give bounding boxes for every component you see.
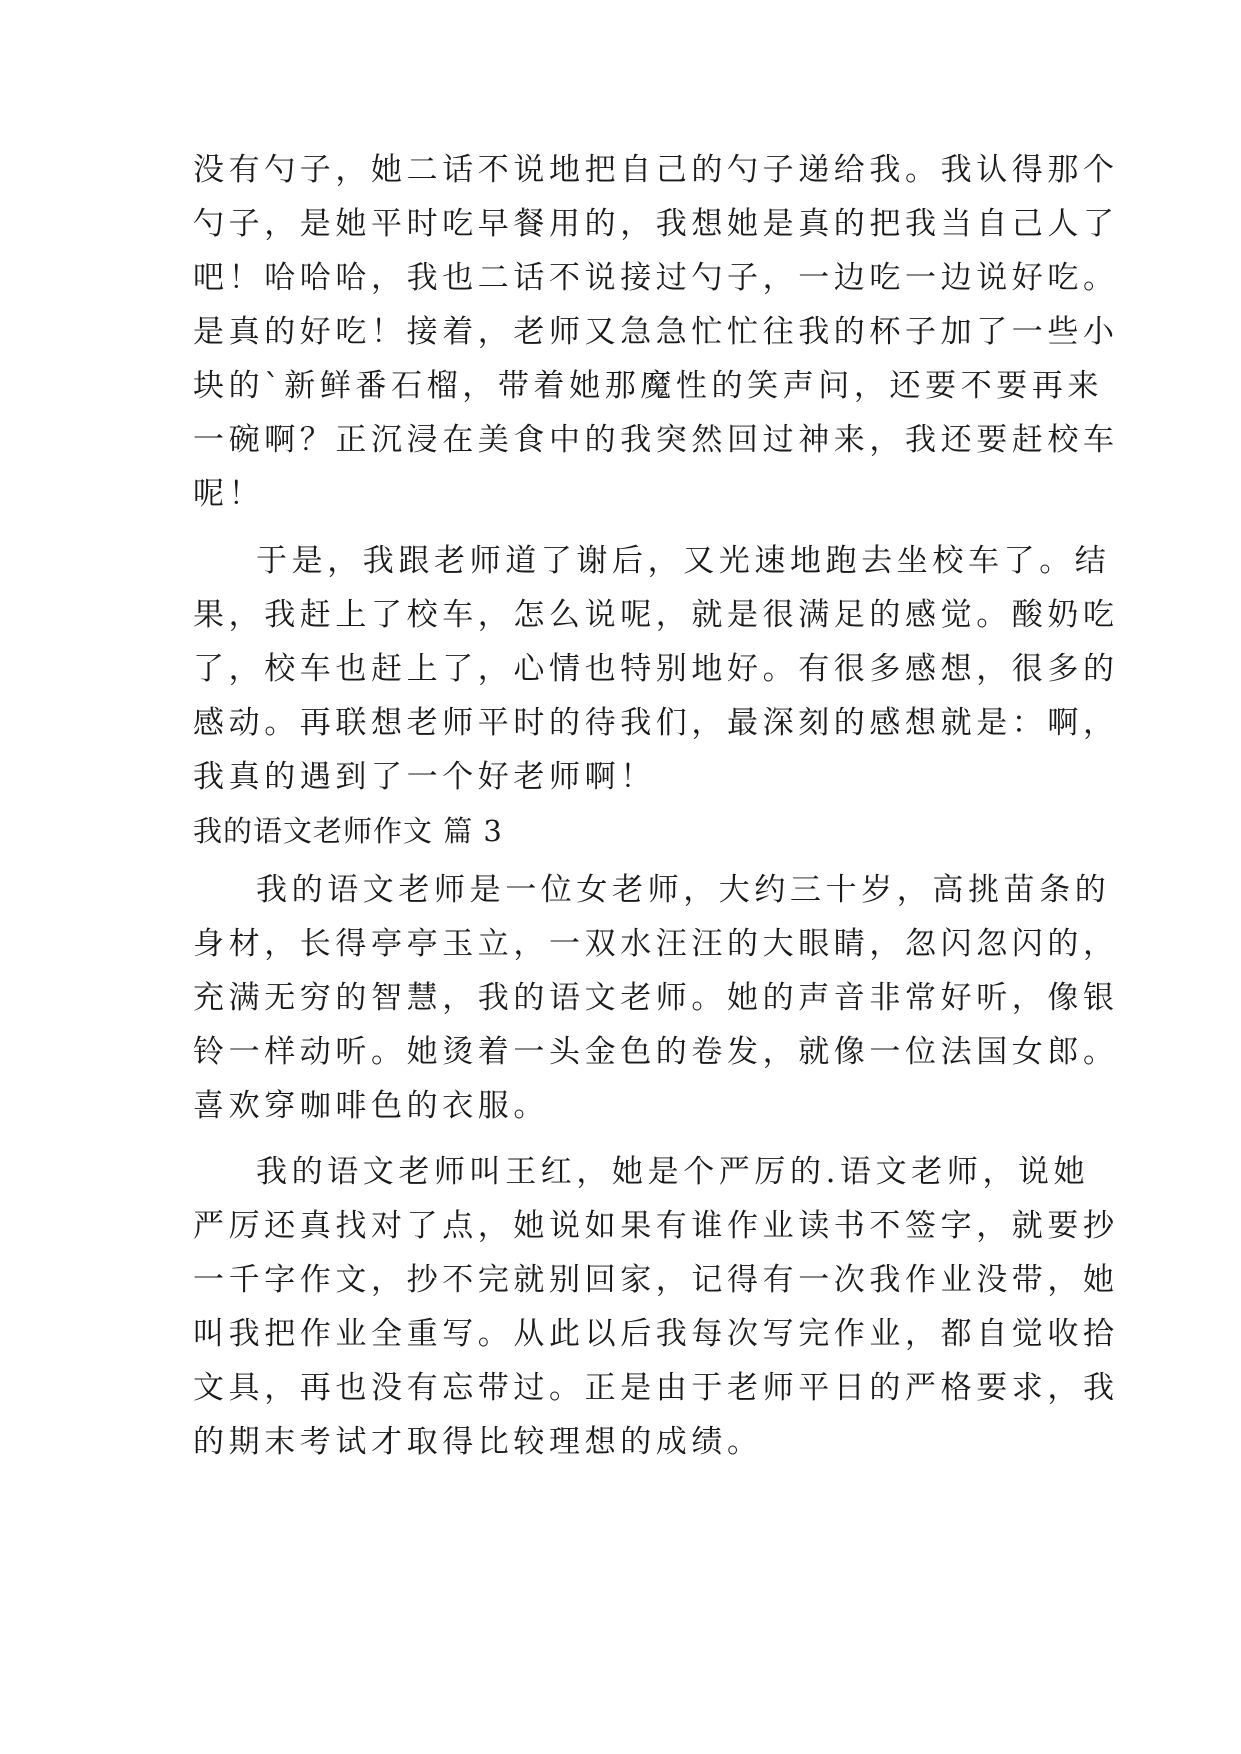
- paragraph-2-line-3: 了，校车也赶上了，心情也特别地好。有很多感想，很多的: [193, 651, 1119, 687]
- paragraph-4-line-5: 文具，再也没有忘带过。正是由于老师平日的严格要求，我: [193, 1370, 1119, 1406]
- paragraph-1-line-6: 一碗啊？正沉浸在美食中的我突然回过神来，我还要赶校车: [193, 422, 1119, 458]
- paragraph-1-line-2: 勺子，是她平时吃早餐用的，我想她是真的把我当自己人了: [193, 206, 1119, 242]
- paragraph-4-line-1: 我的语文老师叫王红，她是个严厉的.语文老师，说她: [256, 1154, 1090, 1190]
- paragraph-2-line-2: 果，我赶上了校车，怎么说呢，就是很满足的感觉。酸奶吃: [193, 597, 1119, 633]
- paragraph-2-line-5: 我真的遇到了一个好老师啊！: [193, 759, 656, 795]
- paragraph-3-line-4: 铃一样动听。她烫着一头金色的卷发，就像一位法国女郎。: [193, 1034, 1119, 1070]
- section-heading: 我的语文老师作文 篇 3: [193, 814, 503, 848]
- paragraph-1-line-4: 是真的好吃！接着，老师又急急忙忙往我的杯子加了一些小: [193, 314, 1119, 350]
- paragraph-4-line-2: 严厉还真找对了点，她说如果有谁作业读书不签字，就要抄: [193, 1208, 1119, 1244]
- paragraph-1-line-1: 没有勺子，她二话不说地把自己的勺子递给我。我认得那个: [193, 152, 1119, 188]
- paragraph-2-line-1: 于是，我跟老师道了谢后，又光速地跑去坐校车了。结: [256, 543, 1111, 579]
- paragraph-3-line-2: 身材，长得亭亭玉立，一双水汪汪的大眼睛，忽闪忽闪的，: [193, 926, 1119, 962]
- paragraph-1-line-7: 呢！: [193, 476, 265, 512]
- paragraph-2-line-4: 感动。再联想老师平时的待我们，最深刻的感想就是：啊，: [193, 705, 1119, 741]
- paragraph-4-line-6: 的期末考试才取得比较理想的成绩。: [193, 1424, 763, 1460]
- paragraph-4-line-4: 叫我把作业全重写。从此以后我每次写完作业，都自觉收拾: [193, 1316, 1119, 1352]
- paragraph-4-line-3: 一千字作文，抄不完就别回家，记得有一次我作业没带，她: [193, 1262, 1119, 1298]
- paragraph-3-line-1: 我的语文老师是一位女老师，大约三十岁，高挑苗条的: [256, 872, 1111, 908]
- paragraph-1-line-5: 块的`新鲜番石榴，带着她那魔性的笑声问，还要不要再来: [193, 368, 1104, 404]
- paragraph-1-line-3: 吧！哈哈哈，我也二话不说接过勺子，一边吃一边说好吃。: [193, 260, 1119, 296]
- paragraph-3-line-3: 充满无穷的智慧，我的语文老师。她的声音非常好听，像银: [193, 980, 1119, 1016]
- paragraph-3-line-5: 喜欢穿咖啡色的衣服。: [193, 1088, 549, 1124]
